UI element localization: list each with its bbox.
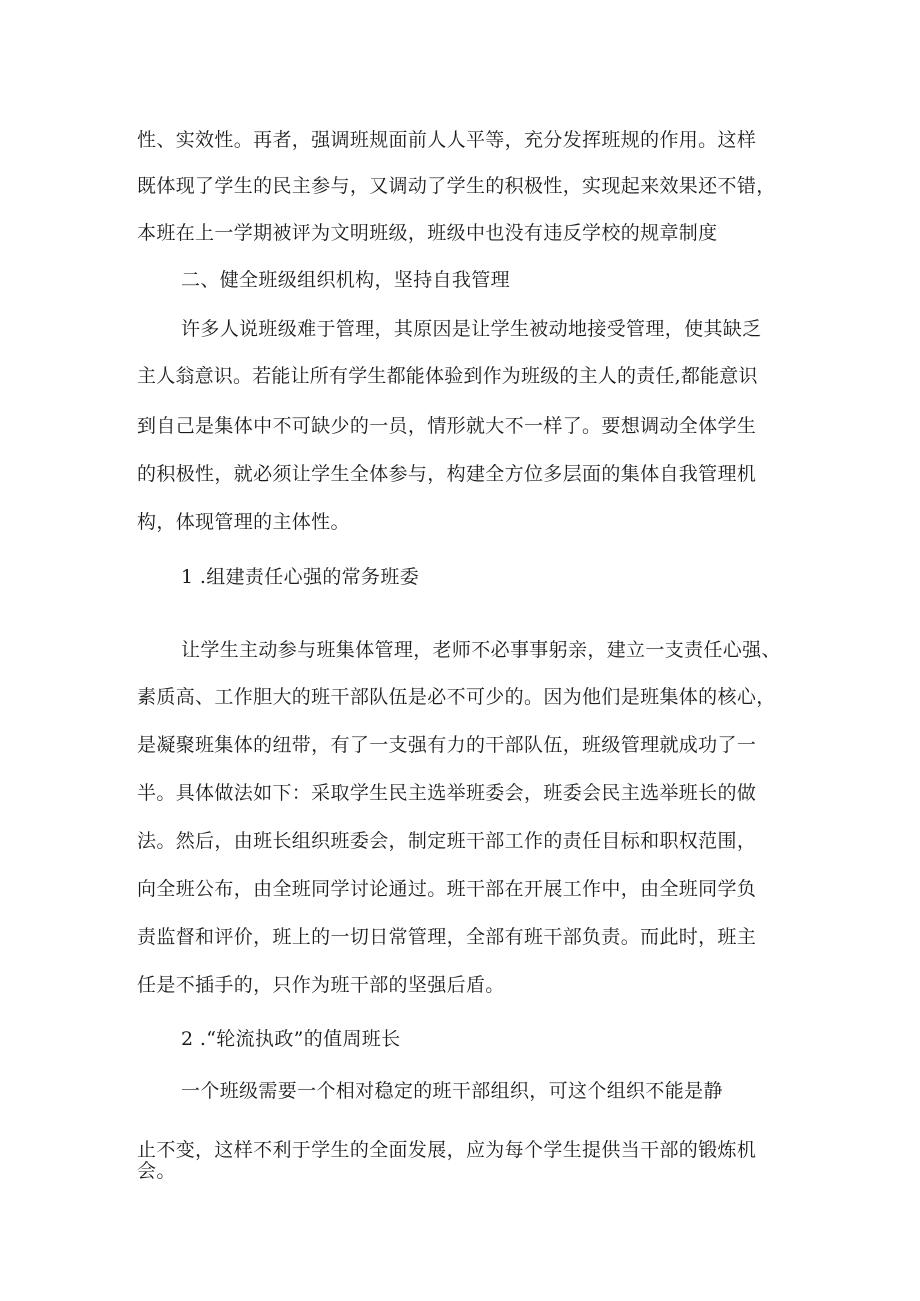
paragraph-line: 构，体现管理的主体性。	[137, 511, 350, 533]
paragraph-line: 一个班级需要一个相对稳定的班干部组织，可这个组织不能是静	[181, 1080, 723, 1102]
paragraph-line: 法。然后，由班长组织班委会，制定班干部工作的责任目标和职权范围，	[137, 830, 757, 852]
paragraph-line: 止不变，这样不利于学生的全面发展，应为每个学生提供当干部的锻炼机	[137, 1139, 757, 1161]
paragraph-line: 到自己是集体中不可缺少的一员，情形就大不一样了。要想调动全体学生	[137, 415, 757, 437]
paragraph-line: 会。	[137, 1160, 176, 1182]
paragraph-line: 的积极性，就必须让学生全体参与，构建全方位多层面的集体自我管理机	[137, 463, 757, 485]
paragraph-line: 本班在上一学期被评为文明班级，班级中也没有违反学校的规章制度	[137, 222, 718, 244]
paragraph-line: 性、实效性。再者，强调班规面前人人平等，充分发挥班规的作用。这样	[137, 129, 757, 151]
paragraph-line: 既体现了学生的民主参与，又调动了学生的积极性，实现起来效果还不错，	[137, 175, 776, 197]
section-heading: 二、健全班级组织机构，坚持自我管理	[181, 269, 510, 291]
paragraph-line: 素质高、工作胆大的班干部队伍是必不可少的。因为他们是班集体的核心，	[137, 686, 776, 708]
paragraph-line: 向全班公布，由全班同学讨论通过。班干部在开展工作中，由全班同学负	[137, 878, 757, 900]
paragraph-line: 任是不插手的，只作为班干部的坚强后盾。	[137, 974, 505, 996]
subsection-heading: 2 .“轮流执政”的值周班长	[181, 1028, 401, 1050]
paragraph-line: 让学生主动参与班集体管理，老师不必事事躬亲，建立一支责任心强、	[181, 639, 781, 661]
paragraph-line: 主人翁意识。若能让所有学生都能体验到作为班级的主人的责任,都能意识	[137, 365, 758, 387]
subsection-heading: 1 .组建责任心强的常务班委	[181, 566, 420, 588]
paragraph-line: 许多人说班级难于管理，其原因是让学生被动地接受管理，使其缺乏	[181, 318, 762, 340]
paragraph-line: 半。具体做法如下：采取学生民主选举班委会，班委会民主选举班长的做	[137, 782, 757, 804]
paragraph-line: 责监督和评价，班上的一切日常管理，全部有班干部负责。而此时，班主	[137, 926, 757, 948]
paragraph-line: 是凝聚班集体的纽带，有了一支强有力的干部队伍，班级管理就成功了一	[137, 734, 757, 756]
